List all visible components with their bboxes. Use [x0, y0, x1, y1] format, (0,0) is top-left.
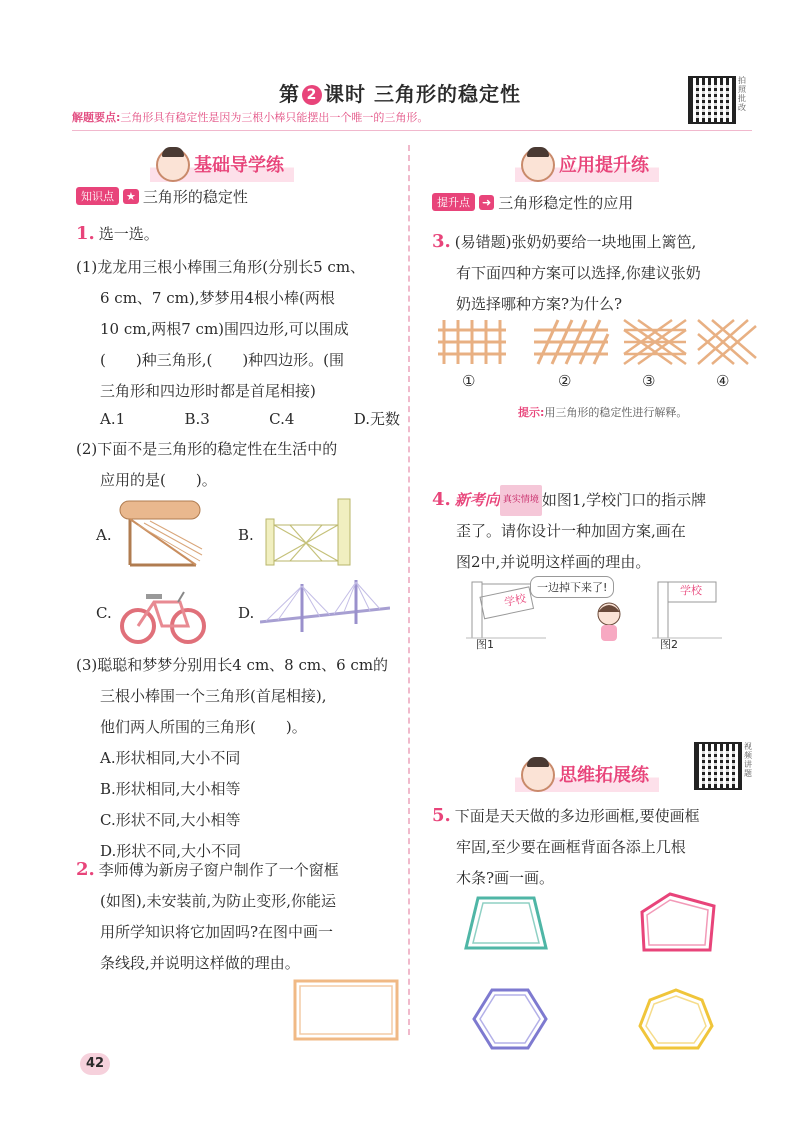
figure-1-label: 图1: [476, 638, 494, 651]
qr-label: 视频讲题: [744, 742, 752, 778]
text-line: 三根小棒围一个三角形(首尾相接),: [100, 687, 327, 705]
speech-bubble: 一边掉下来了!: [530, 576, 614, 598]
pentagon-frame[interactable]: [636, 890, 720, 954]
text-line: (1)龙龙用三根小棒围三角形(分别长5 cm、: [76, 258, 366, 276]
question-3: [432, 226, 762, 320]
question-number: 5.: [432, 805, 451, 826]
section-title-basic: [150, 150, 294, 182]
solution-tip: [72, 106, 752, 131]
fence-1: [438, 320, 506, 364]
figure-2-label: 图2: [660, 638, 678, 651]
bicycle-image: [118, 588, 208, 646]
new-direction-tag: 新考向: [454, 491, 500, 509]
hexagon-frame[interactable]: [472, 986, 548, 1052]
column-divider: [408, 145, 410, 1035]
text-line: ( )种三角形,( )种四边形。(围: [100, 351, 345, 369]
question-number: 1.: [76, 223, 95, 244]
heptagon-frame[interactable]: [636, 986, 716, 1052]
bridge-image: [260, 580, 390, 640]
section-title-extend: [515, 760, 659, 792]
qr-code-icon[interactable]: [694, 742, 742, 790]
option[interactable]: A.1: [100, 410, 126, 428]
q1-1-options: [100, 404, 400, 435]
question-1-part-3: [76, 650, 401, 867]
text-line: 图2中,并说明这样画的理由。: [456, 553, 651, 571]
tip-text: 三角形具有稳定性是因为三根小棒只能摆出一个唯一的三角形。: [120, 111, 429, 124]
option-c-label[interactable]: C.: [96, 604, 112, 622]
qr-code-icon[interactable]: [688, 76, 736, 124]
option[interactable]: C.4: [269, 410, 295, 428]
real-scenario-badge: 真实情境: [500, 485, 542, 516]
fence-2: [534, 320, 608, 364]
hint-label: 提示:: [518, 406, 545, 419]
kp-text: 三角形稳定性的应用: [498, 194, 634, 212]
text-line: (易错题)张奶奶要给一块地围上篱笆,: [454, 233, 697, 251]
question-number: 4.: [432, 489, 451, 510]
mascot-icon: [521, 758, 555, 792]
option[interactable]: B.形状相同,大小相等: [100, 780, 241, 798]
section-title-text: 思维拓展练: [559, 765, 649, 786]
question-1-part-1: [76, 252, 401, 407]
option[interactable]: D.形状不同,大小不同: [100, 842, 242, 860]
page-number: 42: [80, 1053, 110, 1075]
fence-options: [438, 316, 758, 368]
window-frame-image[interactable]: [292, 978, 402, 1044]
text-line: 下面是天天做的多边形画框,要使画框: [454, 807, 700, 825]
fence-label[interactable]: ④: [716, 372, 730, 390]
text-line: 歪了。请你设计一种加固方案,画在: [456, 522, 686, 540]
kp-tag: 知识点: [76, 187, 119, 205]
quadrilateral-frame[interactable]: [462, 892, 552, 954]
fence-label[interactable]: ①: [462, 372, 476, 390]
text-line: 三角形和四边形时都是首尾相接): [100, 382, 316, 400]
girl-mascot-icon: [592, 600, 626, 644]
text-line: 奶选择哪种方案?为什么?: [456, 295, 623, 313]
solar-heater-image: [116, 495, 206, 570]
section-title-text: 基础导学练: [194, 155, 284, 176]
option-b-label[interactable]: B.: [238, 526, 254, 544]
mascot-icon: [521, 148, 555, 182]
star-icon: ★: [123, 189, 139, 204]
option[interactable]: B.3: [184, 410, 210, 428]
question-4: [432, 484, 767, 578]
question-5: [432, 800, 767, 894]
option-d-label[interactable]: D.: [238, 604, 255, 622]
option[interactable]: C.形状不同,大小相等: [100, 811, 241, 829]
page-title: [0, 78, 800, 107]
question-1-title: [76, 218, 159, 250]
text-line: (2)下面不是三角形的稳定性在生活中的: [76, 440, 338, 458]
text-line: (如图),未安装前,为防止变形,你能运: [100, 892, 337, 910]
text-line: 应用的是( )。: [100, 471, 217, 489]
section-title-apply: [515, 150, 659, 182]
text-line: 牢固,至少要在画框背面各添上几根: [456, 838, 686, 856]
text-line: 李师傅为新房子窗户制作了一个窗框: [98, 861, 339, 879]
title-text: 课时 三角形的稳定性: [324, 82, 521, 106]
kp-text: 三角形的稳定性: [142, 188, 248, 206]
knowledge-point: [76, 186, 248, 207]
question-number: 2.: [76, 859, 95, 880]
text-line: 用所学知识将它加固吗?在图中画一: [100, 923, 334, 941]
sign-text-fig2: 学校: [680, 584, 702, 597]
question-number: 3.: [432, 231, 451, 252]
text-line: 有下面四种方案可以选择,你建议张奶: [456, 264, 701, 282]
tip-label: 解题要点:: [72, 111, 121, 124]
text-line: 10 cm,两根7 cm)围四边形,可以围成: [100, 320, 349, 338]
text-line: 6 cm、7 cm),梦梦用4根小棒(两根: [100, 289, 335, 307]
hint-text: 用三角形的稳定性进行解释。: [544, 406, 688, 419]
lesson-number-badge: 2: [302, 85, 322, 105]
improve-point: [432, 192, 633, 213]
text-line: 木条?画一画。: [456, 869, 555, 887]
fence-3: [624, 320, 686, 364]
text-line: 如图1,学校门口的指示牌: [541, 491, 707, 509]
question-text: 选一选。: [98, 225, 159, 243]
section-title-text: 应用提升练: [559, 155, 649, 176]
sign-text-fig1: 学校: [502, 591, 528, 610]
question-2: [76, 854, 406, 979]
mascot-icon: [156, 148, 190, 182]
arrow-icon: ➜: [479, 195, 494, 210]
kp-tag: 提升点: [432, 193, 475, 211]
fence-label[interactable]: ②: [558, 372, 572, 390]
title-prefix: 第: [279, 82, 301, 106]
option[interactable]: D.无数: [353, 410, 400, 428]
fence-label[interactable]: ③: [642, 372, 656, 390]
text-line: 条线段,并说明这样做的理由。: [100, 954, 300, 972]
folding-gate-image: [260, 495, 360, 570]
fence-4: [698, 320, 756, 364]
text-line: 他们两人所围的三角形( )。: [100, 718, 307, 736]
hint: [518, 404, 687, 420]
option[interactable]: A.形状相同,大小不同: [100, 749, 241, 767]
text-line: (3)聪聪和梦梦分别用长4 cm、8 cm、6 cm的: [76, 656, 389, 674]
question-1-part-2: [76, 434, 401, 496]
option-a-label[interactable]: A.: [96, 526, 112, 544]
qr-label: 拍照批改: [738, 76, 746, 112]
